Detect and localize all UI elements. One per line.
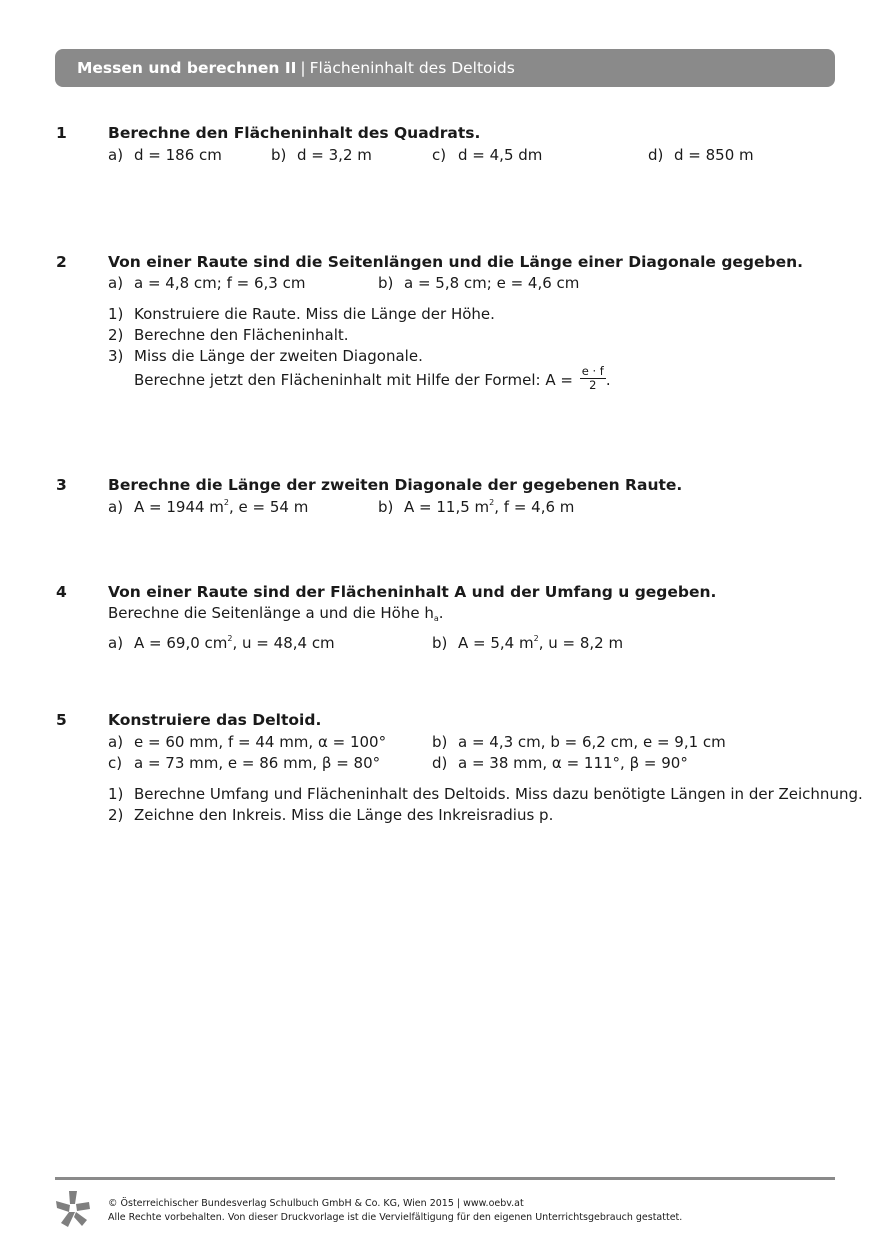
formula-end: . (605, 371, 611, 389)
part-label: d) (648, 146, 664, 164)
copyright (108, 1197, 682, 1225)
task-part (432, 633, 623, 655)
formula-denominator: 2 (589, 378, 597, 392)
task-step (108, 325, 349, 347)
task-part (108, 497, 308, 519)
step-text: Miss die Länge der zweiten Diagonale. (134, 347, 423, 365)
task-number: 1 (56, 124, 67, 142)
task-step (108, 346, 423, 368)
footer-rule (55, 1177, 835, 1180)
task-number: 4 (56, 583, 67, 601)
task-part (432, 145, 542, 167)
task-number: 3 (56, 476, 67, 494)
part-sup: 2 (223, 498, 230, 507)
part-text: d = 850 m (674, 146, 754, 164)
part-label: a) (108, 733, 124, 751)
step-label: 1) (108, 305, 124, 323)
part-text: d = 4,5 dm (458, 146, 543, 164)
subtitle-sub: a (433, 614, 439, 623)
page-header (55, 49, 835, 87)
task-part (648, 145, 754, 167)
part-sup: 2 (489, 498, 495, 507)
task-step (108, 304, 495, 326)
task-title: Berechne den Flächeninhalt des Quadrats. (108, 124, 481, 142)
copyright-line-1: © Österreichischer Bundesverlag Schulbuch GmbH & Co. KG, Wien 2015 | www.oebv.at (108, 1198, 524, 1209)
part-label: c) (432, 146, 447, 164)
step-text: Berechne den Flächeninhalt. (134, 326, 349, 344)
part-label: b) (271, 146, 287, 164)
step-label: 1) (108, 785, 124, 803)
subtitle-end: . (438, 604, 444, 622)
part-text: a = 5,8 cm; e = 4,6 cm (404, 274, 580, 292)
task-step (108, 784, 863, 806)
part-label: b) (378, 498, 394, 516)
task-part (432, 753, 688, 775)
step-label: 3) (108, 347, 124, 365)
header-topic: Flächeninhalt des Deltoids (309, 59, 515, 77)
task-title: Von einer Raute sind der Flächeninhalt A und der Umfang u gegeben. (108, 583, 717, 601)
task-part (108, 633, 335, 655)
part-label: c) (108, 754, 123, 772)
part-sup: 2 (533, 634, 539, 643)
step-label: 2) (108, 326, 124, 344)
part-text: a = 73 mm, e = 86 mm, β = 80° (134, 754, 381, 772)
part-text: e = 60 mm, f = 44 mm, α = 100° (134, 733, 387, 751)
formula-fraction (580, 365, 606, 392)
part-text: a = 4,8 cm; f = 6,3 cm (134, 274, 306, 292)
step-text: Konstruiere die Raute. Miss die Länge der Höhe. (134, 305, 495, 323)
task-part (108, 732, 386, 754)
task-title: Konstruiere das Deltoid. (108, 711, 322, 729)
task-number: 5 (56, 711, 67, 729)
task-part (108, 145, 222, 167)
task-part (378, 273, 579, 295)
part-pre: A = 5,4 m (458, 634, 534, 652)
part-post: , u = 48,4 cm (232, 634, 335, 652)
oebv-logo-icon (55, 1190, 91, 1228)
part-label: d) (432, 754, 448, 772)
part-text: d = 186 cm (134, 146, 222, 164)
copyright-line-2: Alle Rechte vorbehalten. Von dieser Druckvorlage ist die Vervielfältigung für den eigenen Unterrichtsgebrauch gestattet. (108, 1212, 683, 1223)
part-pre: A = 1944 m (134, 498, 224, 516)
task-subtitle (108, 603, 444, 625)
part-label: b) (378, 274, 394, 292)
task-part (108, 753, 380, 775)
task-part (378, 497, 574, 519)
part-label: a) (108, 146, 124, 164)
part-label: b) (432, 733, 448, 751)
part-post: , u = 8,2 m (538, 634, 624, 652)
part-label: a) (108, 634, 124, 652)
step-text: Zeichne den Inkreis. Miss die Länge des Inkreisradius p. (134, 806, 554, 824)
part-text: d = 3,2 m (297, 146, 372, 164)
task-title: Von einer Raute sind die Seitenlängen und die Länge einer Diagonale gegeben. (108, 253, 804, 271)
part-text: a = 4,3 cm, b = 6,2 cm, e = 9,1 cm (458, 733, 726, 751)
step-label: 2) (108, 806, 124, 824)
task-part (271, 145, 372, 167)
header-separator: | (300, 59, 306, 77)
subtitle-text: Berechne die Seitenlänge a und die Höhe h (108, 604, 434, 622)
formula-line (134, 364, 611, 394)
formula-text: Berechne jetzt den Flächeninhalt mit Hilfe der Formel: A = (134, 371, 573, 389)
task-part (432, 732, 726, 754)
part-sup: 2 (227, 634, 233, 643)
part-pre: A = 69,0 cm (134, 634, 228, 652)
part-pre: A = 11,5 m (404, 498, 490, 516)
part-label: a) (108, 274, 124, 292)
part-post: , f = 4,6 m (494, 498, 575, 516)
part-post: , e = 54 m (229, 498, 309, 516)
part-text: a = 38 mm, α = 111°, β = 90° (458, 754, 688, 772)
formula-numerator: e · f (581, 364, 604, 378)
task-number: 2 (56, 253, 67, 271)
task-title: Berechne die Länge der zweiten Diagonale der gegebenen Raute. (108, 476, 683, 494)
task-step (108, 805, 553, 827)
step-text: Berechne Umfang und Flächeninhalt des Deltoids. Miss dazu benötigte Längen in der Zeichnung. (134, 785, 863, 803)
part-label: a) (108, 498, 124, 516)
header-section: Messen und berechnen II (77, 59, 297, 77)
part-label: b) (432, 634, 448, 652)
task-part (108, 273, 305, 295)
